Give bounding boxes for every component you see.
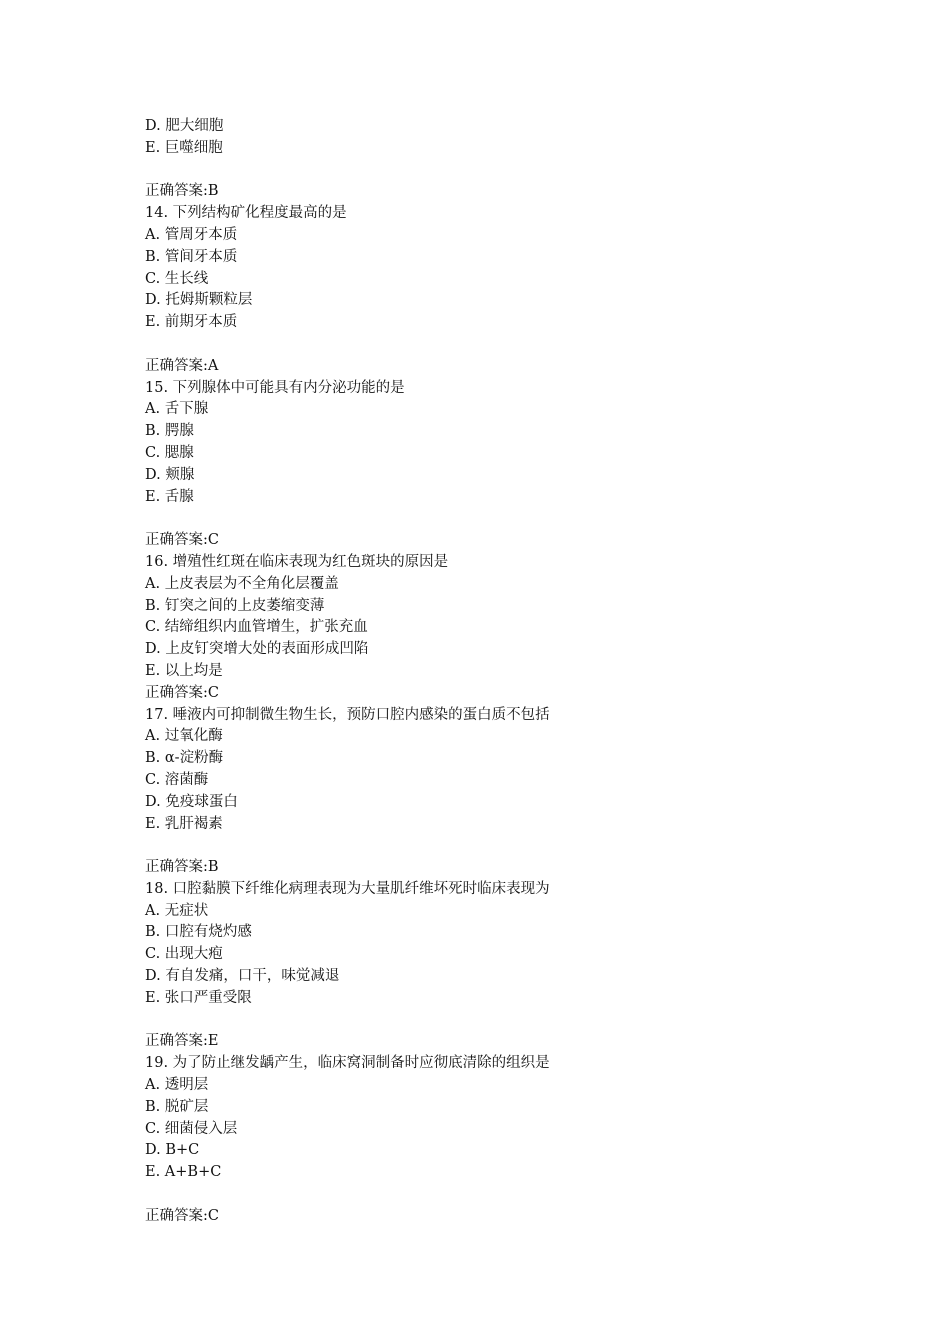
question-stem: 16. 增殖性红斑在临床表现为红色斑块的原因是 [145, 553, 449, 570]
answer-line: 正确答案:C [145, 1207, 219, 1224]
spacer [145, 160, 865, 182]
option-item: B. α-淀粉酶 [145, 750, 224, 767]
answer-line: 正确答案:B [145, 859, 219, 876]
answer-line: 正确答案:A [145, 357, 219, 374]
option-item: D. 颊腺 [145, 466, 195, 483]
option-item: B. 腭腺 [145, 423, 194, 440]
spacer [145, 334, 865, 356]
answer-line: 正确答案:C [145, 532, 219, 549]
option-item: D. 有自发痛，口干，味觉减退 [145, 968, 340, 985]
question-stem: 19. 为了防止继发龋产生，临床窝洞制备时应彻底清除的组织是 [145, 1055, 550, 1072]
option-item: E. 巨噬细胞 [145, 139, 223, 156]
option-item: D. 免疫球蛋白 [145, 793, 238, 810]
option-item: C. 出现大疱 [145, 946, 223, 963]
option-item: E. 乳肝褐素 [145, 815, 223, 832]
option-item: B. 钉突之间的上皮萎缩变薄 [145, 597, 325, 614]
answer-line: 正确答案:B [145, 183, 219, 200]
spacer [145, 835, 865, 857]
option-item: E. 以上均是 [145, 662, 223, 679]
option-item: A. 无症状 [145, 902, 209, 919]
option-item: C. 生长线 [145, 270, 209, 287]
option-item: A. 舌下腺 [145, 401, 209, 418]
option-item: D. 托姆斯颗粒层 [145, 292, 253, 309]
question-stem: 15. 下列腺体中可能具有内分泌功能的是 [145, 379, 405, 396]
spacer [145, 508, 865, 530]
answer-line: 正确答案:E [145, 1033, 219, 1050]
option-item: A. 透明层 [145, 1077, 209, 1094]
option-item: D. 肥大细胞 [145, 118, 224, 134]
option-item: A. 上皮表层为不全角化层覆盖 [145, 575, 339, 592]
spacer [145, 1010, 865, 1032]
option-item: C. 溶菌酶 [145, 771, 209, 788]
option-item: E. 前期牙本质 [145, 314, 238, 331]
option-item: E. A+B+C [145, 1164, 222, 1181]
option-item: C. 细菌侵入层 [145, 1120, 238, 1137]
option-item: E. 张口严重受限 [145, 989, 252, 1006]
option-item: B. 管间牙本质 [145, 248, 238, 265]
question-stem: 18. 口腔黏膜下纤维化病理表现为大量肌纤维坏死时临床表现为 [145, 880, 550, 897]
question-stem: 17. 唾液内可抑制微生物生长，预防口腔内感染的蛋白质不包括 [145, 706, 550, 723]
question-stem: 14. 下列结构矿化程度最高的是 [145, 205, 347, 222]
option-item: C. 结缔组织内血管增生，扩张充血 [145, 619, 368, 636]
document-page [145, 116, 865, 1228]
option-item: D. 上皮钉突增大处的表面形成凹陷 [145, 641, 369, 658]
option-item: E. 舌腺 [145, 488, 194, 505]
answer-line: 正确答案:C [145, 684, 219, 701]
option-item: B. 口腔有烧灼感 [145, 924, 252, 941]
option-item: A. 管周牙本质 [145, 226, 238, 243]
option-item: C. 腮腺 [145, 444, 194, 461]
spacer [145, 1184, 865, 1206]
option-item: D. B+C [145, 1142, 200, 1159]
option-item: A. 过氧化酶 [145, 728, 223, 745]
option-item: B. 脱矿层 [145, 1098, 209, 1115]
